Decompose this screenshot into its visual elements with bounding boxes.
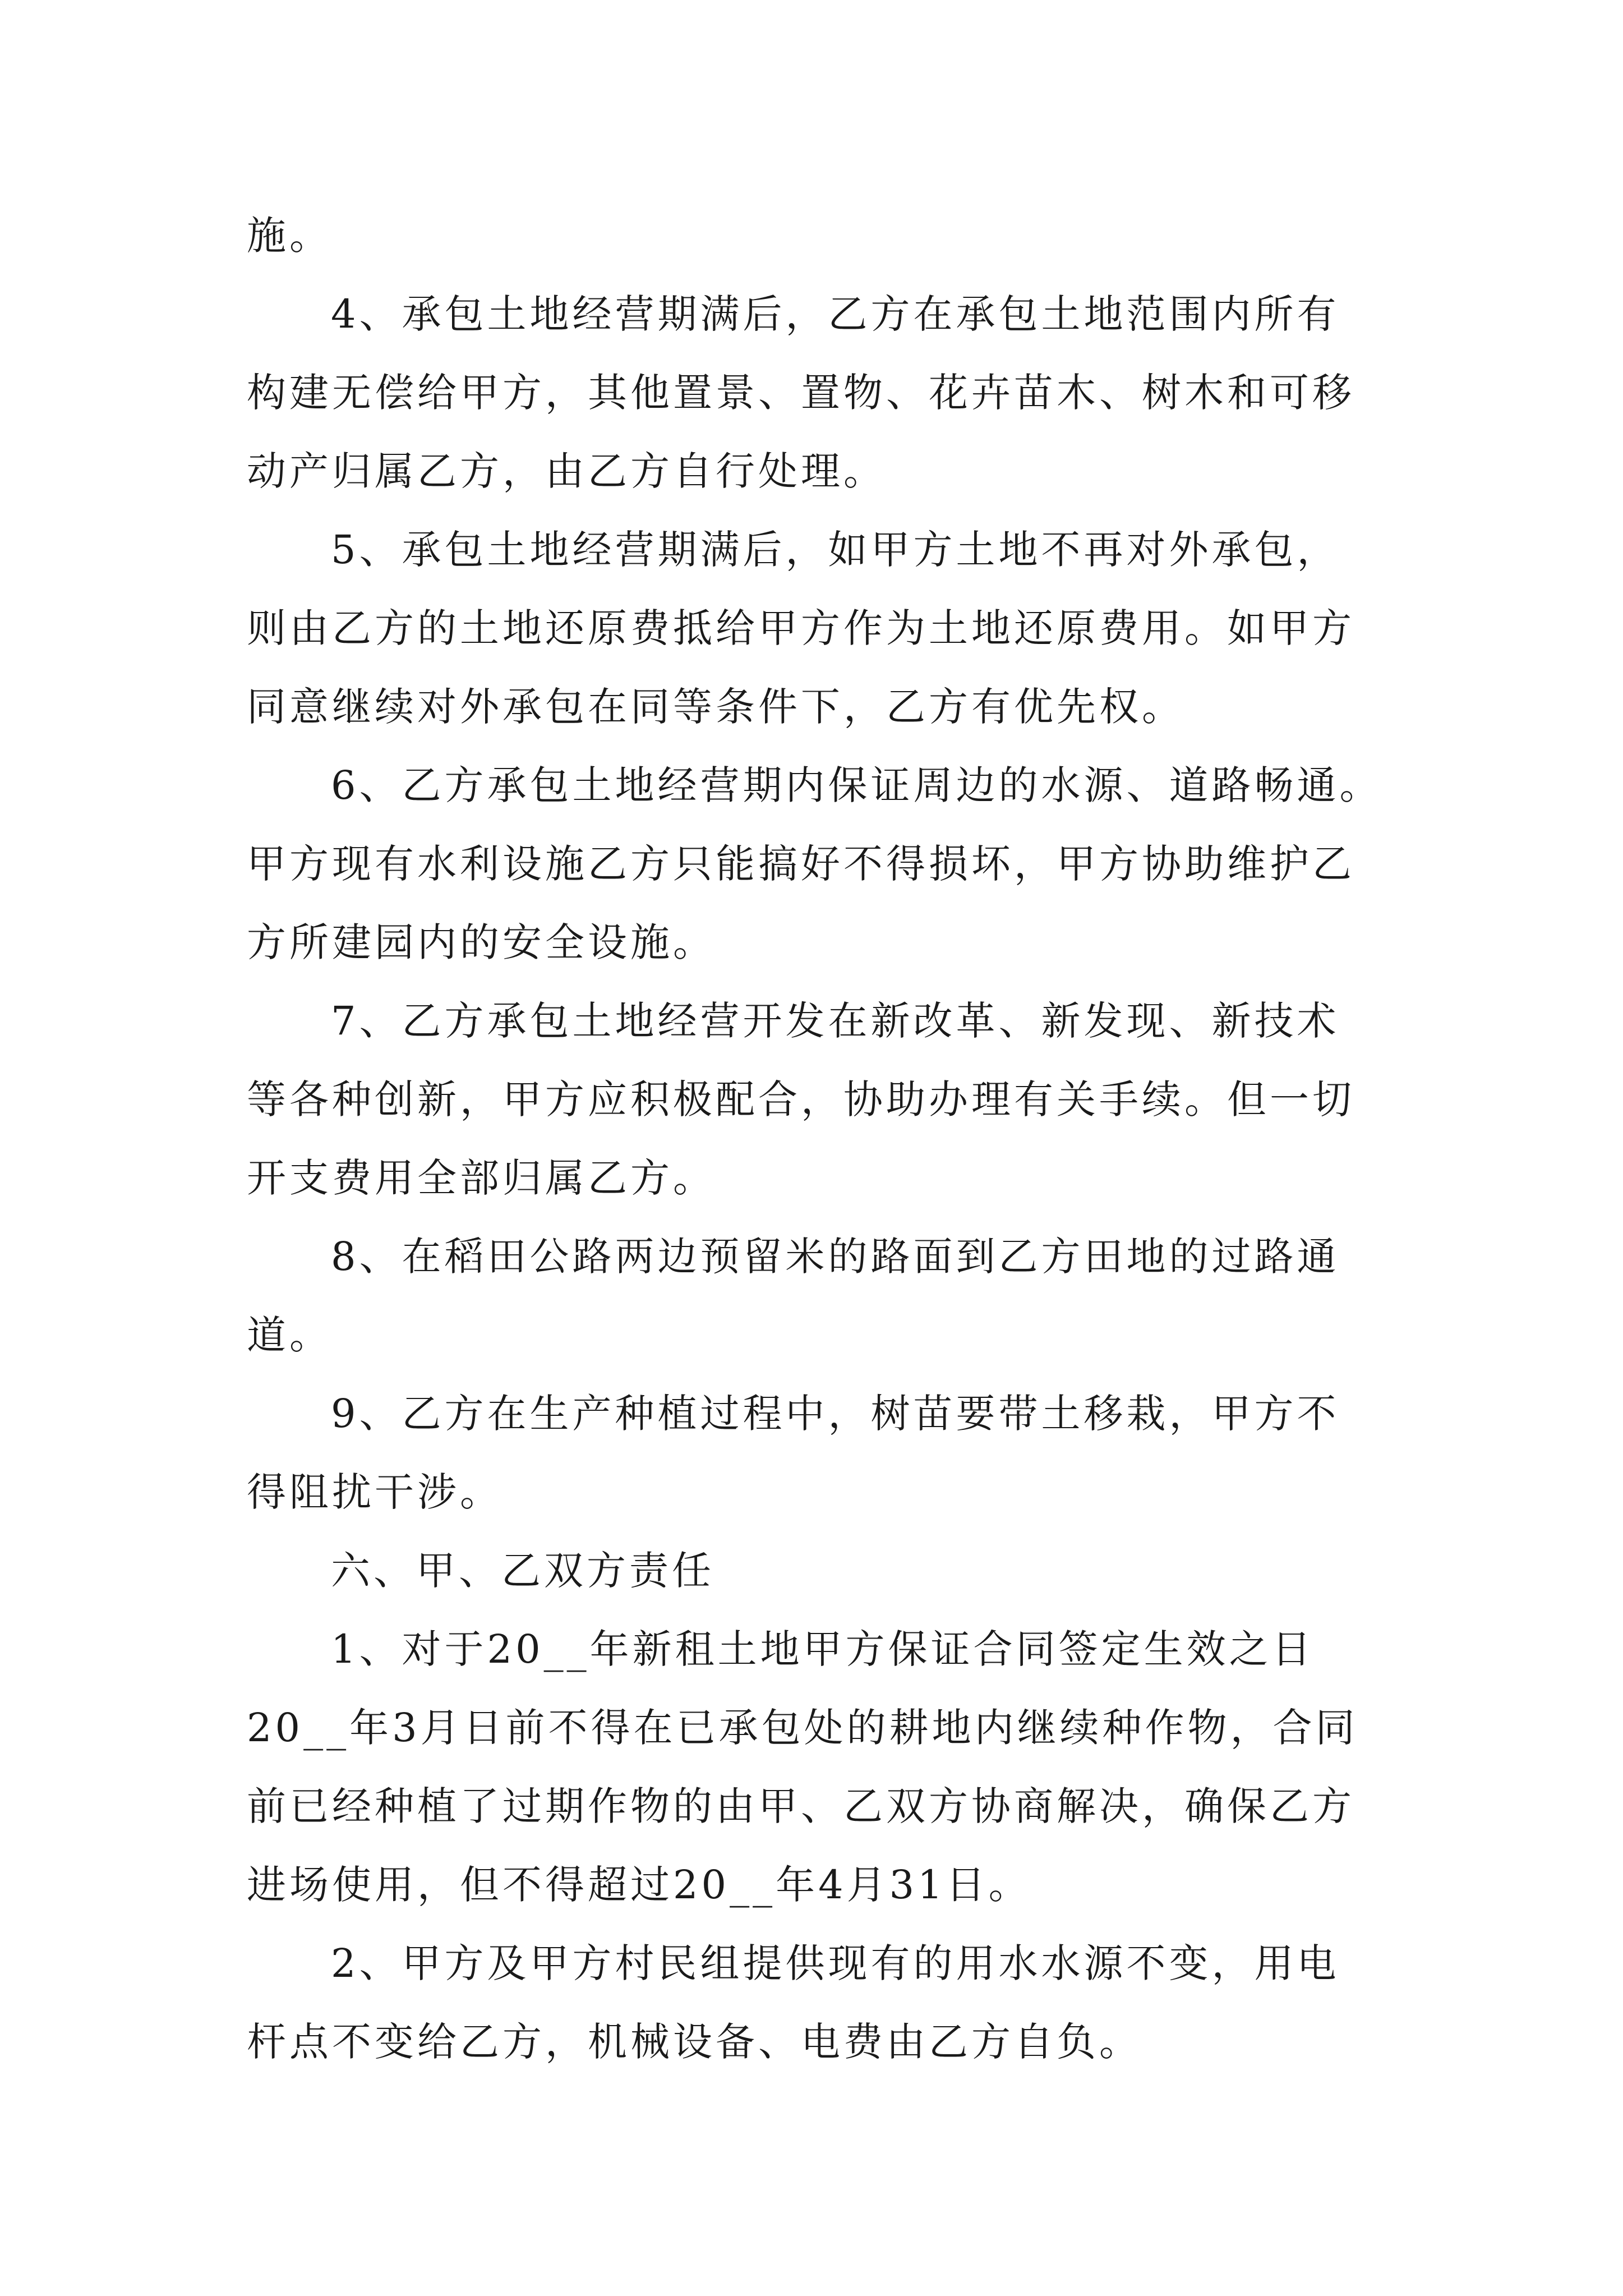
- text-line: 施。: [247, 213, 332, 259]
- text-line: 前已经种植了过期作物的由甲、乙双方协商解决，确保乙方: [247, 1783, 1355, 1829]
- text-line: 1、对于20__年新租土地甲方保证合同签定生效之日: [331, 1626, 1315, 1672]
- text-line: 5、承包土地经营期满后，如甲方土地不再对外承包，: [331, 527, 1340, 573]
- text-line: 4、承包土地经营期满后，乙方在承包土地范围内所有: [331, 291, 1340, 337]
- text-line: 等各种创新，甲方应积极配合，协助办理有关手续。但一切: [247, 1076, 1355, 1122]
- text-line: 2、甲方及甲方村民组提供现有的用水水源不变，用电: [331, 1940, 1340, 1986]
- text-line: 6、乙方承包土地经营期内保证周边的水源、道路畅通。: [331, 762, 1382, 808]
- text-line: 杆点不变给乙方，机械设备、电费由乙方自负。: [247, 2019, 1142, 2065]
- section-heading: 六、甲、乙双方责任: [331, 1548, 714, 1594]
- text-line: 道。: [247, 1312, 332, 1358]
- text-line: 开支费用全部归属乙方。: [247, 1155, 716, 1201]
- text-line: 同意继续对外承包在同等条件下，乙方有优先权。: [247, 684, 1184, 730]
- text-line: 9、乙方在生产种植过程中，树苗要带土移栽，甲方不: [331, 1391, 1340, 1437]
- text-line: 进场使用，但不得超过20__年4月31日。: [247, 1862, 1031, 1908]
- text-line: 方所建园内的安全设施。: [247, 919, 716, 965]
- text-line: 8、在稻田公路两边预留米的路面到乙方田地的过路通: [331, 1234, 1340, 1280]
- text-line: 得阻扰干涉。: [247, 1469, 502, 1515]
- text-line: 则由乙方的土地还原费抵给甲方作为土地还原费用。如甲方: [247, 605, 1355, 651]
- text-line: 动产归属乙方，由乙方自行处理。: [247, 448, 886, 494]
- text-line: 20__年3月日前不得在已承包处的耕地内继续种作物，合同: [247, 1705, 1358, 1751]
- text-line: 7、乙方承包土地经营开发在新改革、新发现、新技术: [331, 998, 1340, 1044]
- text-line: 甲方现有水利设施乙方只能搞好不得损坏，甲方协助维护乙: [247, 841, 1355, 887]
- text-line: 构建无偿给甲方，其他置景、置物、花卉苗木、树木和可移: [247, 370, 1355, 416]
